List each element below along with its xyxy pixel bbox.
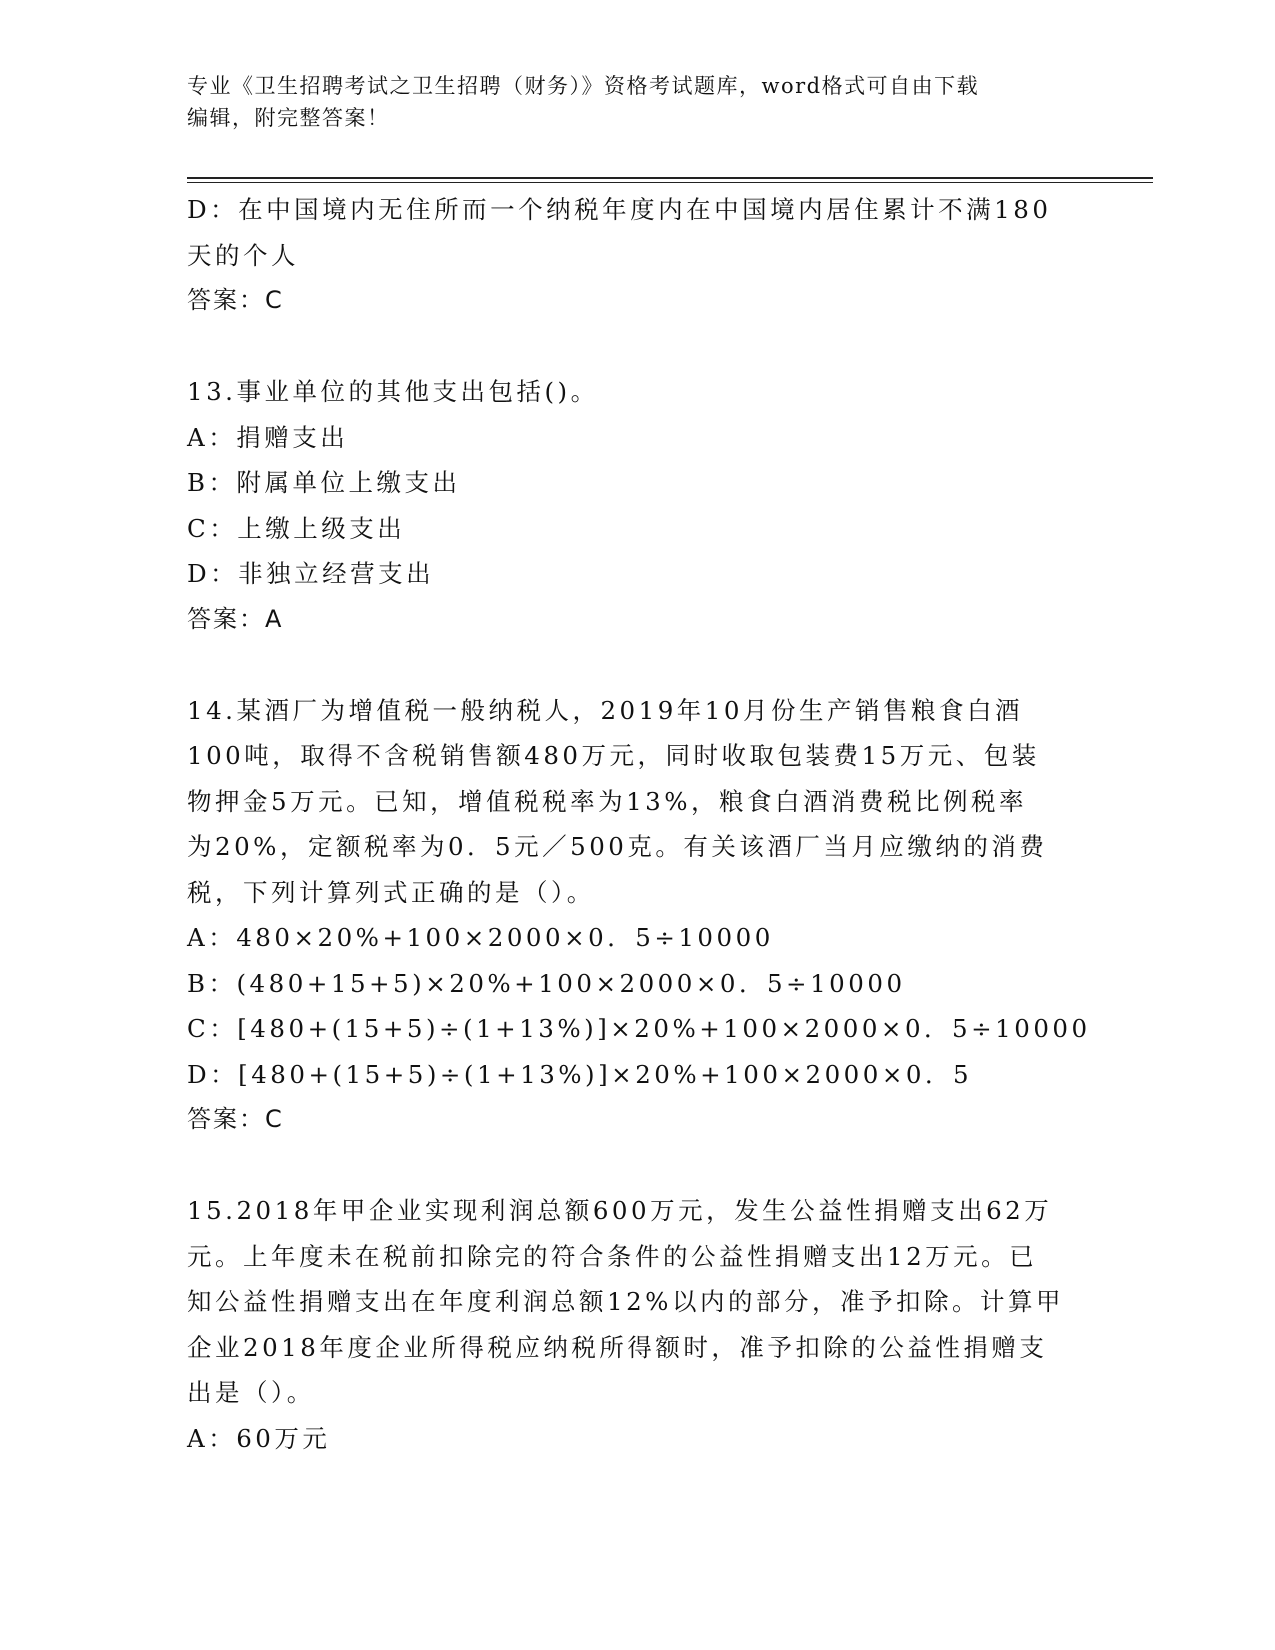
header-line-2: 编辑，附完整答案！ — [187, 106, 390, 130]
q13-option-d: D：非独立经营支出 — [187, 559, 435, 588]
spacer — [187, 1143, 1077, 1189]
spacer — [187, 642, 1077, 688]
q14-stem-line2: 100吨，取得不含税销售额480万元，同时收取包装费15万元、包装 — [187, 741, 1040, 770]
spacer — [187, 324, 1077, 370]
q13-answer: 答案：A — [187, 604, 284, 633]
q15-stem-line1: 15.2018年甲企业实现利润总额600万元，发生公益性捐赠支出62万 — [187, 1196, 1053, 1225]
document-header — [187, 70, 1067, 134]
q15-option-a: A：60万元 — [187, 1423, 331, 1453]
q15-stem-line3: 知公益性捐赠支出在年度利润总额12%以内的部分，准予扣除。计算甲 — [187, 1287, 1064, 1316]
q13-option-c: C：上缴上级支出 — [187, 513, 406, 543]
q13-option-a: A：捐赠支出 — [187, 422, 349, 452]
q15-stem-line4: 企业2018年度企业所得税应纳税所得额时，准予扣除的公益性捐赠支 — [187, 1332, 1048, 1362]
q14-stem-line1: 14.某酒厂为增值税一般纳税人，2019年10月份生产销售粮食白酒 — [187, 695, 1023, 725]
q14-option-d: D：[480+(15+5)÷(1+13%)]×20%+100×2000×0．5 — [187, 1059, 973, 1089]
q12-answer: 答案：C — [187, 286, 284, 314]
q12-option-d-line1: D：在中国境内无住所而一个纳税年度内在中国境内居住累计不满180 — [187, 195, 1052, 224]
q14-option-b: B：(480+15+5)×20%+100×2000×0．5÷10000 — [187, 968, 906, 998]
q14-stem-line4: 为20%，定额税率为0．5元／500克。有关该酒厂当月应缴纳的消费 — [187, 832, 1048, 861]
q15-stem-line2: 元。上年度未在税前扣除完的符合条件的公益性捐赠支出12万元。已 — [187, 1241, 1038, 1271]
header-divider-thin — [187, 182, 1153, 183]
header-line-1: 专业《卫生招聘考试之卫生招聘（财务）》资格考试题库，word格式可自由下载 — [187, 74, 980, 98]
q14-stem-line3: 物押金5万元。已知，增值税税率为13%，粮食白酒消费税比例税率 — [187, 786, 1028, 816]
q12-option-d-line2: 天的个人 — [187, 240, 299, 270]
header-divider-thick — [187, 177, 1153, 179]
q14-option-c: C：[480+(15+5)÷(1+13%)]×20%+100×2000×0．5÷10000 — [187, 1014, 1091, 1043]
q14-answer: 答案：C — [187, 1105, 284, 1133]
q14-stem-line5: 税，下列计算列式正确的是（）。 — [187, 877, 595, 907]
question-content — [187, 187, 1091, 1461]
q13-stem: 13.事业单位的其他支出包括()。 — [187, 377, 599, 406]
q15-stem-line5: 出是（）。 — [187, 1378, 315, 1407]
q13-option-b: B：附属单位上缴支出 — [187, 468, 461, 497]
q14-option-a: A：480×20%+100×2000×0．5÷10000 — [187, 923, 774, 952]
